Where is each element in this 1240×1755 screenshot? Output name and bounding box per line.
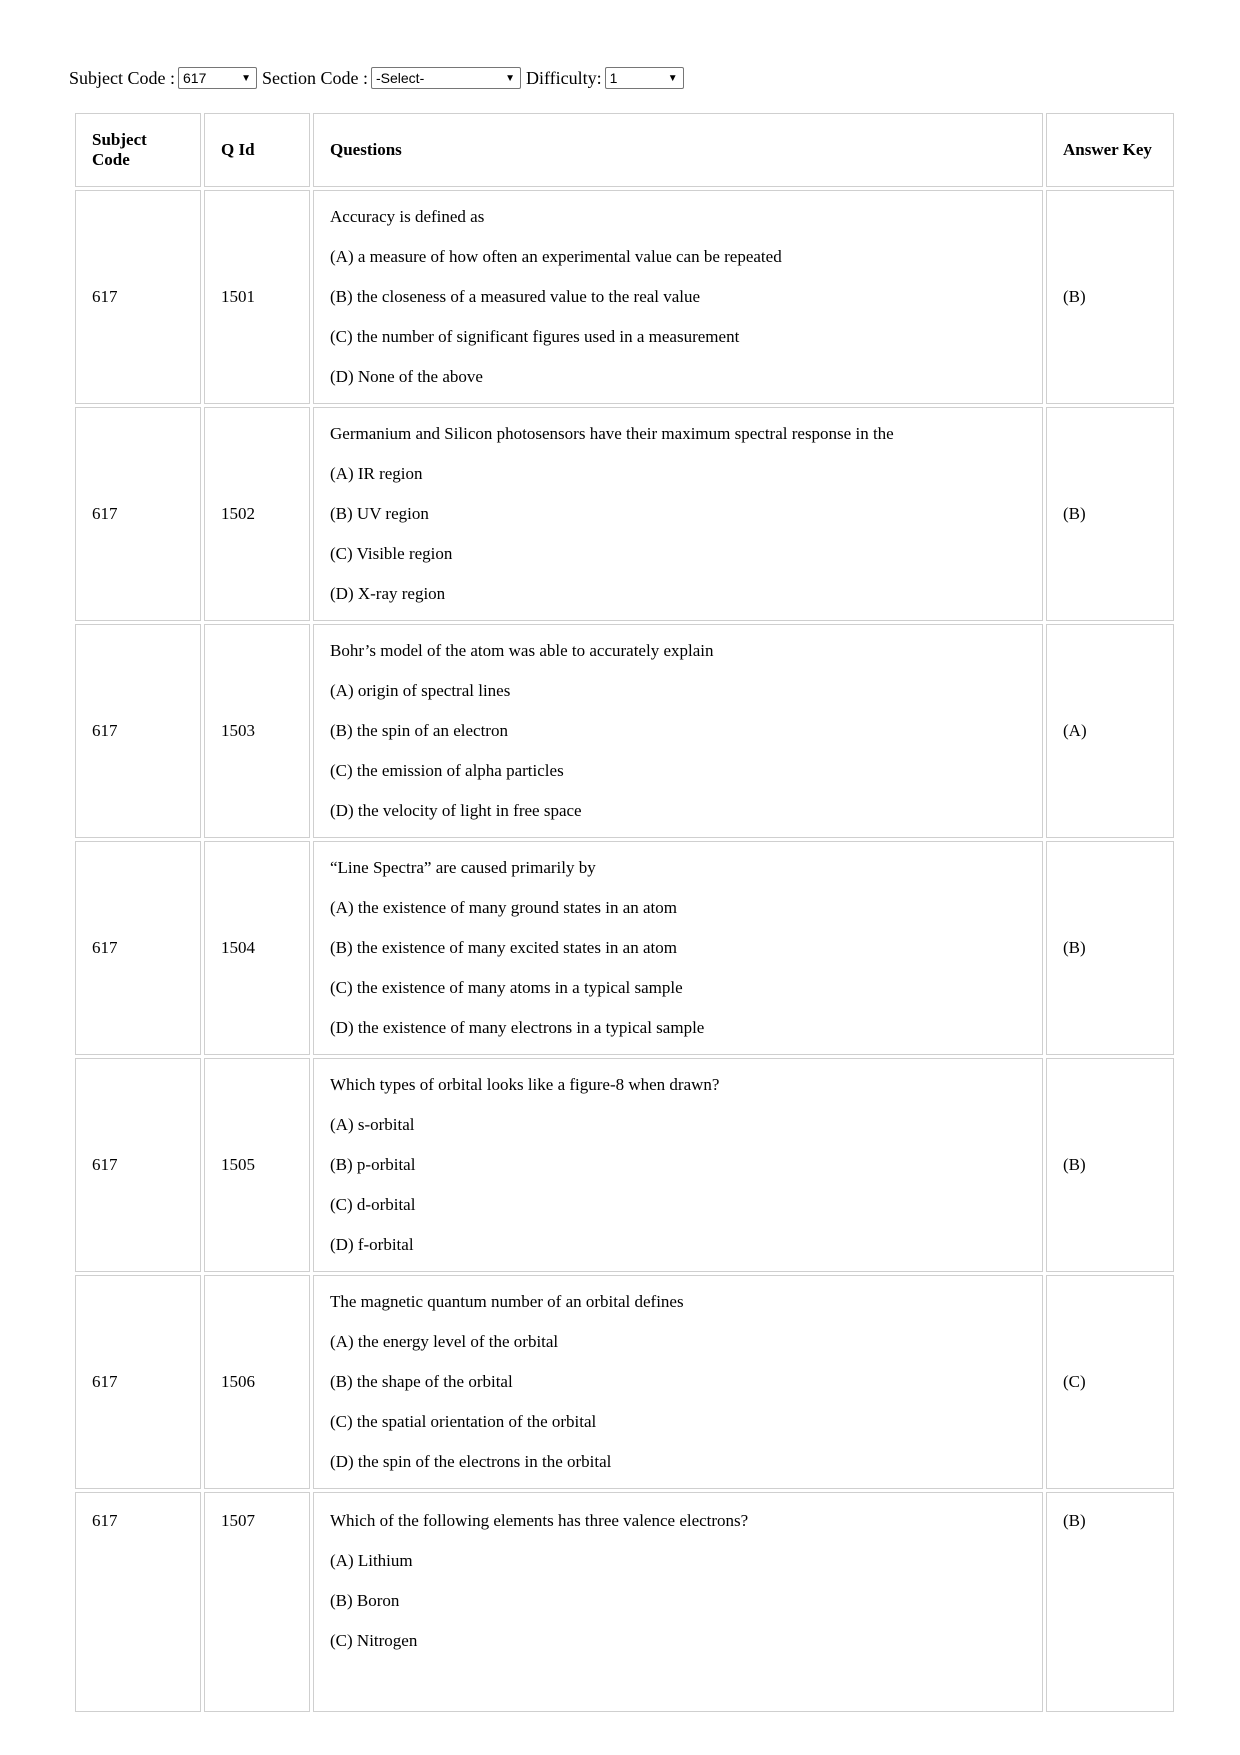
difficulty-label: Difficulty: (526, 67, 602, 88)
chevron-down-icon: ▼ (505, 72, 515, 84)
questions-table (72, 110, 1177, 1715)
subject-code-cell: 617 (75, 407, 201, 621)
answer-key-cell: (B) (1046, 1058, 1174, 1272)
answer-key-cell: (C) (1046, 1275, 1174, 1489)
answer-option: (D) the existence of many electrons in a typical sample (330, 1018, 705, 1037)
subject-code-cell: 617 (75, 1492, 201, 1712)
answer-option: (D) None of the above (330, 367, 483, 386)
answer-option: (A) the existence of many ground states in an atom (330, 898, 677, 917)
answer-option: (C) the number of significant figures used in a measurement (330, 327, 740, 346)
q-id-cell: 1507 (204, 1492, 310, 1712)
header-questions: Questions (313, 113, 1043, 187)
answer-option: (B) UV region (330, 504, 429, 523)
section-code-value: -Select- (376, 70, 425, 86)
table-row (75, 190, 1174, 404)
table-header-row (75, 113, 1174, 187)
answer-option: (C) Visible region (330, 544, 453, 563)
answer-option: (D) f-orbital (330, 1235, 414, 1254)
table-row (75, 1058, 1174, 1272)
q-id-cell: 1504 (204, 841, 310, 1055)
answer-option: (C) d-orbital (330, 1195, 416, 1214)
table-row (75, 1275, 1174, 1489)
q-id-cell: 1503 (204, 624, 310, 838)
subject-code-cell: 617 (75, 190, 201, 404)
table-row (75, 624, 1174, 838)
header-answer-key: Answer Key (1046, 113, 1174, 187)
answer-key-cell: (A) (1046, 624, 1174, 838)
question-text: Accuracy is defined as (330, 207, 485, 226)
table-row (75, 407, 1174, 621)
question-text: The magnetic quantum number of an orbital defines (330, 1292, 684, 1311)
chevron-down-icon: ▼ (667, 72, 678, 84)
table-row (75, 1492, 1174, 1712)
header-subject-code: Subject Code (75, 113, 201, 187)
section-code-select[interactable] (371, 67, 521, 89)
question-cell (313, 1492, 1043, 1712)
answer-key-cell: (B) (1046, 1492, 1174, 1712)
header-q-id: Q Id (204, 113, 310, 187)
q-id-cell: 1506 (204, 1275, 310, 1489)
answer-option: (A) s-orbital (330, 1115, 415, 1134)
answer-option: (B) the shape of the orbital (330, 1372, 513, 1391)
answer-option: (A) a measure of how often an experimental value can be repeated (330, 247, 782, 266)
question-text: “Line Spectra” are caused primarily by (330, 858, 596, 877)
question-text: Which of the following elements has three valence electrons? (330, 1511, 749, 1530)
question-text: Which types of orbital looks like a figure-8 when drawn? (330, 1075, 720, 1094)
subject-code-cell: 617 (75, 1058, 201, 1272)
answer-option: (D) the velocity of light in free space (330, 801, 582, 820)
table-row (75, 841, 1174, 1055)
question-cell (313, 1058, 1043, 1272)
difficulty-select[interactable] (605, 67, 684, 89)
question-cell (313, 624, 1043, 838)
question-cell (313, 190, 1043, 404)
q-id-cell: 1501 (204, 190, 310, 404)
answer-option: (D) the spin of the electrons in the orbital (330, 1452, 612, 1471)
subject-code-label: Subject Code : (69, 67, 175, 88)
answer-key-cell: (B) (1046, 190, 1174, 404)
answer-option: (B) the closeness of a measured value to the real value (330, 287, 701, 306)
answer-option: (B) the spin of an electron (330, 721, 508, 740)
table-body (75, 190, 1174, 1712)
answer-option: (C) the emission of alpha particles (330, 761, 564, 780)
answer-option: (D) X-ray region (330, 584, 446, 603)
subject-code-select[interactable] (178, 67, 257, 89)
subject-code-cell: 617 (75, 1275, 201, 1489)
answer-option: (B) Boron (330, 1591, 400, 1610)
question-text: Germanium and Silicon photosensors have their maximum spectral response in the (330, 424, 894, 443)
question-cell (313, 407, 1043, 621)
answer-key-cell: (B) (1046, 841, 1174, 1055)
question-cell (313, 841, 1043, 1055)
answer-option: (A) IR region (330, 464, 423, 483)
answer-option: (A) Lithium (330, 1551, 413, 1570)
answer-option: (C) the spatial orientation of the orbital (330, 1412, 597, 1431)
answer-option: (B) p-orbital (330, 1155, 416, 1174)
question-text: Bohr’s model of the atom was able to accurately explain (330, 641, 714, 660)
difficulty-value: 1 (609, 70, 618, 86)
section-code-label: Section Code : (262, 67, 368, 88)
answer-key-cell: (B) (1046, 407, 1174, 621)
question-cell (313, 1275, 1043, 1489)
q-id-cell: 1502 (204, 407, 310, 621)
chevron-down-icon: ▼ (241, 72, 251, 84)
q-id-cell: 1505 (204, 1058, 310, 1272)
subject-code-value: 617 (183, 70, 207, 86)
answer-option: (C) Nitrogen (330, 1631, 418, 1650)
filter-bar (69, 66, 689, 90)
answer-option: (C) the existence of many atoms in a typical sample (330, 978, 683, 997)
answer-option: (B) the existence of many excited states in an atom (330, 938, 677, 957)
answer-option: (A) origin of spectral lines (330, 681, 511, 700)
subject-code-cell: 617 (75, 841, 201, 1055)
subject-code-cell: 617 (75, 624, 201, 838)
answer-option: (A) the energy level of the orbital (330, 1332, 559, 1351)
